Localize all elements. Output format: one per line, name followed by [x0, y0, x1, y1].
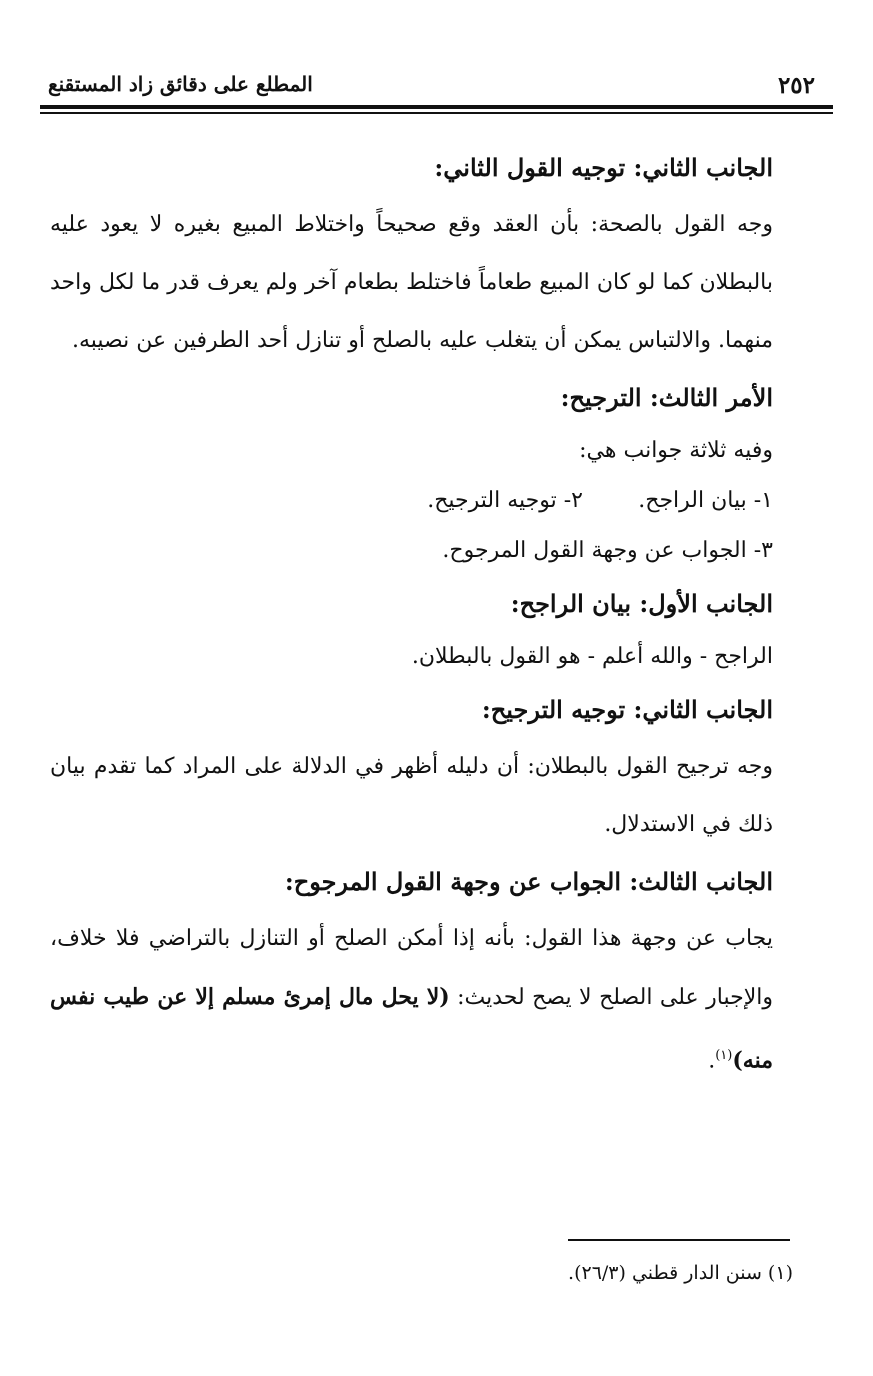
book-title: المطلع على دقائق زاد المستقنع — [48, 72, 313, 96]
text-line: الراجح - والله أعلم - هو القول بالبطلان. — [411, 644, 773, 669]
list-item: ٣- الجواب عن وجهة القول المرجوح. — [442, 538, 773, 563]
list-item: ١- بيان الراجح. — [638, 488, 773, 513]
header-rule-thin — [40, 112, 833, 114]
list-item: ٢- توجيه الترجيح. — [427, 488, 583, 513]
hadith-quote: (لا يحل مال إمرئ مسلم إلا عن طيب نفس منه) — [50, 984, 773, 1074]
section-heading: الجانب الأول: بيان الراجح: — [510, 589, 773, 618]
end-period: . — [708, 1048, 716, 1074]
page-number: ٢٥٢ — [777, 72, 815, 99]
paragraph-text: يجاب عن وجهة هذا القول: بأنه إذا أمكن الصلح أو التنازل بالتراضي فلا خلاف، والإجبار على الصلح لا يصح لحديث: — [50, 926, 773, 1010]
paragraph: وجه القول بالصحة: بأن العقد وقع صحيحاً واختلاط المبيع بغيره لا يعود عليه بالبطلان كما لو كان المبيع طعاماً فاختلط بطعام آخر ولم يعرف قدر ما لكل واحد منهما. والالتباس يمكن أن يتغلب عليه بالصلح أو تنازل أحد الطرفين عن نصيبه. — [50, 212, 773, 353]
section-heading: الأمر الثالث: الترجيح: — [560, 383, 773, 412]
footnote-marker: (١) — [715, 1048, 733, 1063]
page-header — [40, 72, 833, 100]
page-body — [50, 140, 773, 1090]
section-heading: الجانب الثاني: توجيه القول الثاني: — [434, 153, 773, 182]
text-line: وفيه ثلاثة جوانب هي: — [579, 438, 773, 463]
section-heading: الجانب الثاني: توجيه الترجيح: — [481, 695, 773, 724]
footnote-rule — [568, 1239, 790, 1241]
paragraph: وجه ترجيح القول بالبطلان: أن دليله أظهر في الدلالة على المراد كما تقدم بيان ذلك في الاستدلال. — [50, 754, 773, 837]
list-row — [50, 476, 773, 526]
footnote: (١) سنن الدار قطني (٢٦/٣). — [568, 1262, 793, 1284]
section-heading: الجانب الثالث: الجواب عن وجهة القول المرجوح: — [284, 867, 773, 896]
header-rule-thick — [40, 105, 833, 109]
paragraph — [50, 910, 773, 1090]
